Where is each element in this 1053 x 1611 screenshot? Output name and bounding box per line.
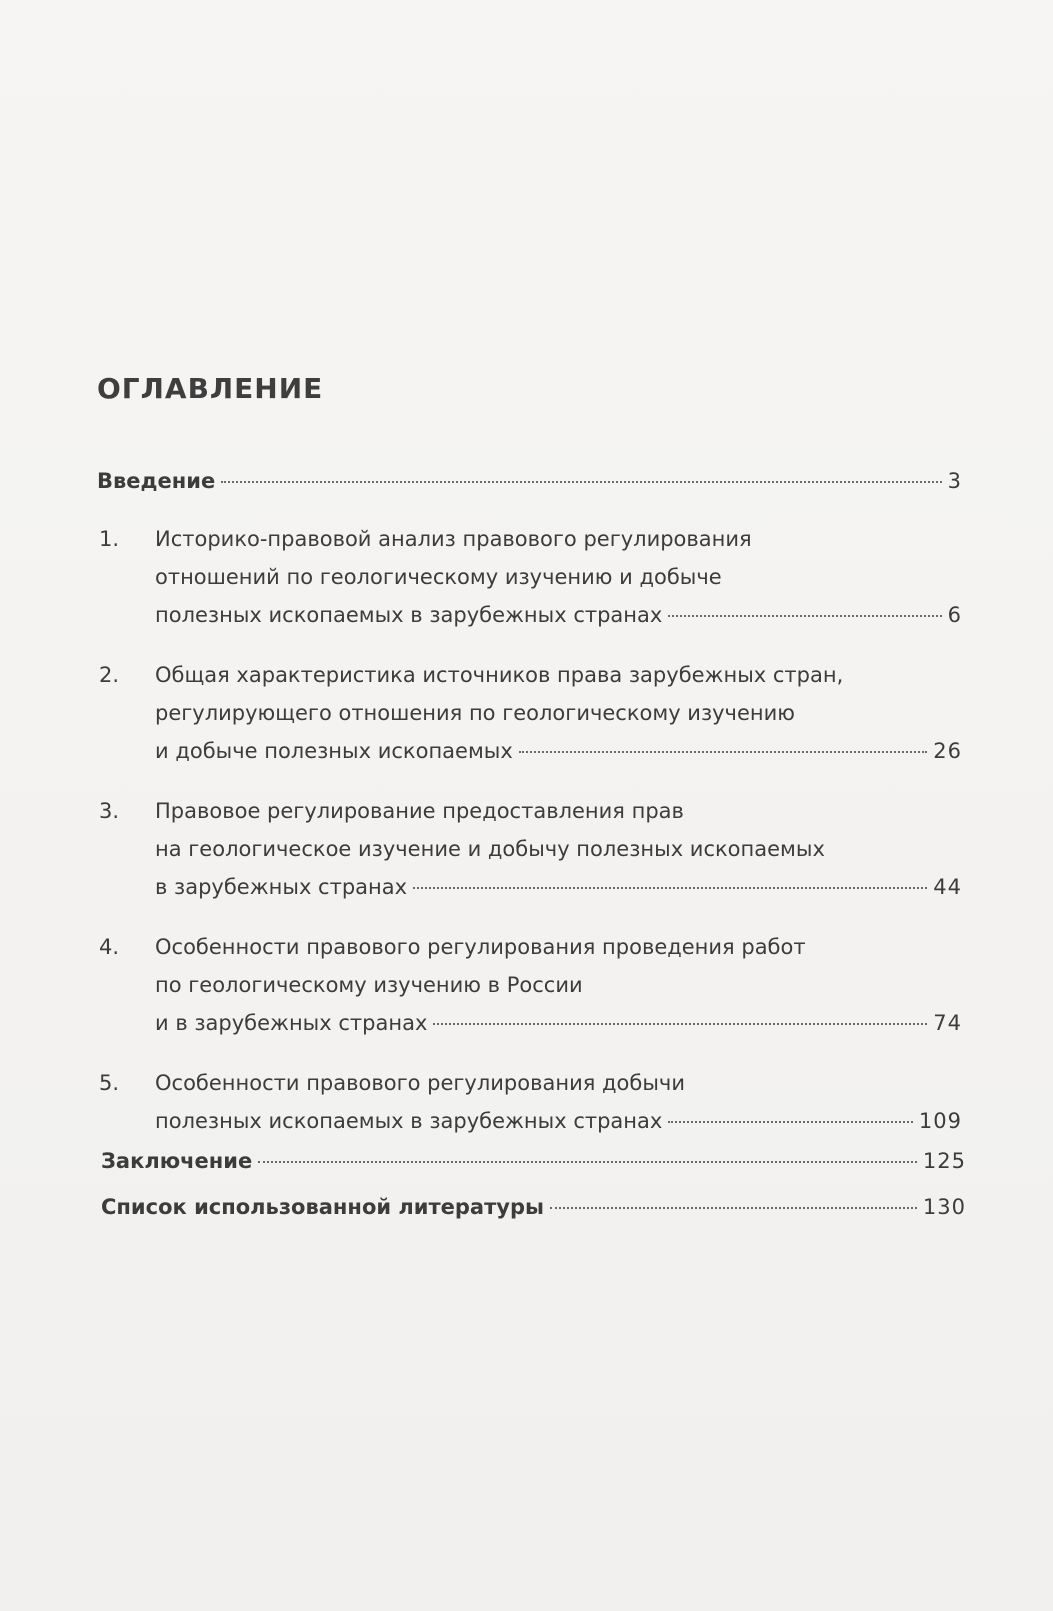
toc-entry-label: Список использованной литературы bbox=[101, 1195, 544, 1219]
toc-entry-label: Заключение bbox=[101, 1149, 253, 1173]
chapter-number: 4. bbox=[99, 935, 120, 959]
toc-page-number: 3 bbox=[947, 469, 962, 493]
toc-entry-conclusion[interactable] bbox=[101, 1142, 966, 1180]
toc-page-number: 109 bbox=[918, 1109, 962, 1133]
toc-page-number: 125 bbox=[922, 1149, 966, 1173]
toc-page-number: 26 bbox=[933, 739, 962, 763]
dot-leader bbox=[550, 1207, 917, 1209]
toc-entry-introduction[interactable] bbox=[97, 462, 962, 500]
chapter-title-line: в зарубежных странах bbox=[155, 875, 408, 899]
toc-page-number: 6 bbox=[947, 603, 962, 627]
chapter-title-line: Правовое регулирование предоставления прав bbox=[155, 799, 684, 823]
toc-page-number: 74 bbox=[933, 1011, 962, 1035]
toc-entry-chapter-1[interactable] bbox=[97, 520, 962, 634]
dot-leader bbox=[668, 1121, 913, 1123]
dot-leader bbox=[258, 1161, 917, 1163]
chapter-title-line: полезных ископаемых в зарубежных странах bbox=[155, 603, 663, 627]
dot-leader bbox=[413, 887, 927, 889]
chapter-title-line: по геологическому изучению в России bbox=[155, 973, 583, 997]
chapter-title-line: и добыче полезных ископаемых bbox=[155, 739, 513, 763]
toc-title: ОГЛАВЛЕНИЕ bbox=[97, 372, 324, 405]
chapter-title-line: регулирующего отношения по геологическому изучению bbox=[155, 701, 795, 725]
dot-leader bbox=[519, 751, 927, 753]
dot-leader bbox=[668, 615, 941, 617]
dot-leader bbox=[221, 481, 941, 483]
table-of-contents bbox=[97, 462, 966, 1234]
dot-leader bbox=[433, 1023, 927, 1025]
toc-page-number: 130 bbox=[922, 1195, 966, 1219]
chapter-title-line: и в зарубежных странах bbox=[155, 1011, 428, 1035]
toc-entry-chapter-5[interactable] bbox=[97, 1064, 962, 1140]
chapter-title-line: Особенности правового регулирования проведения работ bbox=[155, 935, 806, 959]
chapter-number: 1. bbox=[99, 527, 120, 551]
chapter-title-line: Историко-правовой анализ правового регулирования bbox=[155, 527, 752, 551]
chapter-number: 5. bbox=[99, 1071, 120, 1095]
chapter-number: 3. bbox=[99, 799, 120, 823]
toc-entry-bibliography[interactable] bbox=[101, 1188, 966, 1226]
chapter-title-line: полезных ископаемых в зарубежных странах bbox=[155, 1109, 663, 1133]
chapter-number: 2. bbox=[99, 663, 120, 687]
chapter-title-line: Особенности правового регулирования добычи bbox=[155, 1071, 685, 1095]
toc-entry-label: Введение bbox=[97, 469, 216, 493]
chapter-title-line: на геологическое изучение и добычу полезных ископаемых bbox=[155, 837, 825, 861]
toc-entry-chapter-4[interactable] bbox=[97, 928, 962, 1042]
chapter-title-line: Общая характеристика источников права зарубежных стран, bbox=[155, 663, 844, 687]
toc-entry-chapter-2[interactable] bbox=[97, 656, 962, 770]
toc-page-number: 44 bbox=[933, 875, 962, 899]
chapter-title-line: отношений по геологическому изучению и добыче bbox=[155, 565, 722, 589]
toc-entry-chapter-3[interactable] bbox=[97, 792, 962, 906]
